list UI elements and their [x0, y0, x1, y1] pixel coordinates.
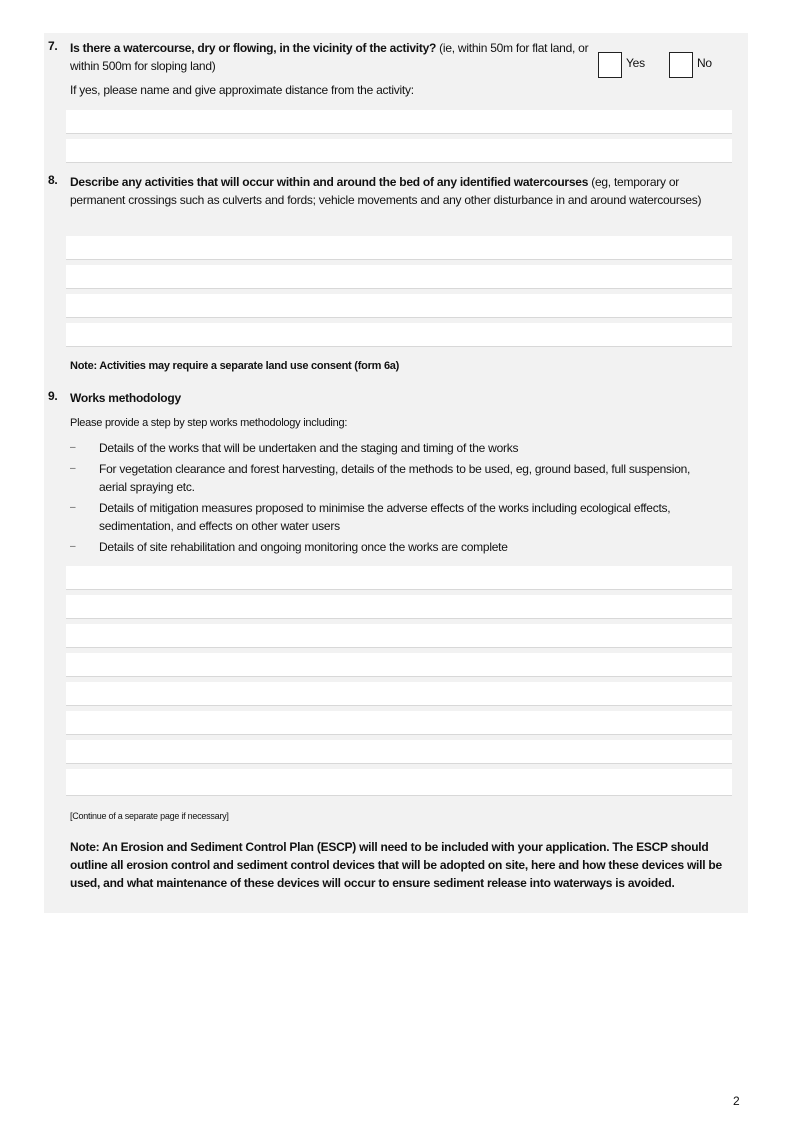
methodology-bullet: For vegetation clearance and forest harvesting, details of the methods to be used, eg, ground based, full suspension, aerial spraying etc. [99, 462, 691, 494]
continue-note: [Continue of a separate page if necessary] [70, 811, 229, 821]
bullet-dash-icon: – [70, 442, 76, 453]
question-7-text [70, 39, 590, 75]
methodology-input-line[interactable] [66, 769, 732, 796]
question-8-bold: Describe any activities that will occur within and around the bed of any identified watercourses [70, 175, 589, 189]
question-8-number: 8. [48, 173, 58, 187]
methodology-bullet: Details of the works that will be undertaken and the staging and timing of the works [99, 441, 519, 455]
yes-checkbox[interactable] [598, 52, 622, 78]
methodology-bullet: Details of site rehabilitation and ongoing monitoring once the works are complete [99, 540, 508, 554]
methodology-input-line[interactable] [66, 595, 732, 619]
question-7-number: 7. [48, 39, 58, 53]
yes-label: Yes [626, 56, 645, 70]
methodology-input-line[interactable] [66, 682, 732, 706]
page-number: 2 [733, 1094, 740, 1108]
methodology-input-line[interactable] [66, 740, 732, 764]
land-use-consent-note: Note: Activities may require a separate land use consent (form 6a) [70, 360, 400, 372]
methodology-bullet: Details of mitigation measures proposed to minimise the adverse effects of the works including ecological effects, sedimentation, and effects on other water users [99, 501, 671, 533]
watercourse-input-line[interactable] [66, 139, 732, 163]
question-9-intro: Please provide a step by step works methodology including: [70, 417, 348, 429]
bullet-dash-icon: – [70, 502, 76, 513]
methodology-input-line[interactable] [66, 653, 732, 677]
question-9-number: 9. [48, 389, 58, 403]
question-8-detail: (eg, temporary or permanent crossings such as culverts and fords; vehicle movements and any other disturbance in and around watercourses) [70, 175, 702, 207]
question-8-text [70, 173, 730, 209]
activities-input-line[interactable] [66, 236, 732, 260]
escp-note: Note: An Erosion and Sediment Control Plan (ESCP) will need to be included with your application. The ESCP should outline all erosion control and sediment control devices that will be adopted on site, here and how these devices will be used, and what maintenance of these devices will occur to ensure sediment release into waterways is avoided. [70, 840, 722, 890]
question-7-follow-up: If yes, please name and give approximate distance from the activity: [70, 83, 414, 97]
question-7-detail: (ie, within 50m for flat land, or within 500m for sloping land) [70, 41, 589, 73]
question-9-title: Works methodology [70, 391, 181, 405]
methodology-input-line[interactable] [66, 566, 732, 590]
activities-input-line[interactable] [66, 294, 732, 318]
no-label: No [697, 56, 712, 70]
methodology-input-line[interactable] [66, 624, 732, 648]
bullet-dash-icon: – [70, 541, 76, 552]
watercourse-input-line[interactable] [66, 110, 732, 134]
activities-input-line[interactable] [66, 323, 732, 347]
bullet-dash-icon: – [70, 463, 76, 474]
activities-input-line[interactable] [66, 265, 732, 289]
no-checkbox[interactable] [669, 52, 693, 78]
methodology-input-line[interactable] [66, 711, 732, 735]
question-7-bold: Is there a watercourse, dry or flowing, in the vicinity of the activity? [70, 41, 437, 55]
